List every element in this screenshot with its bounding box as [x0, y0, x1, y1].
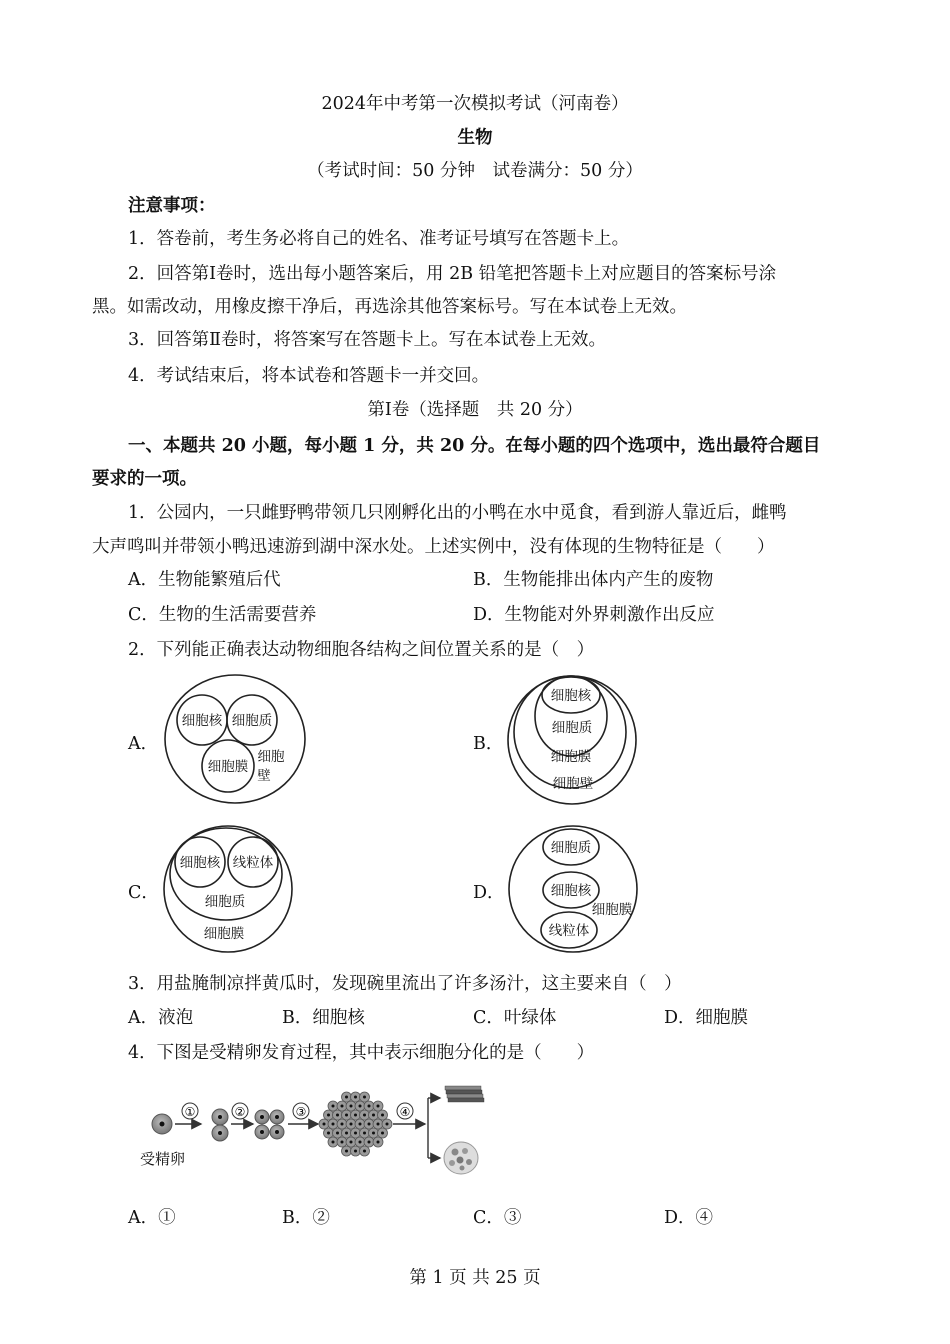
note-item: 3．回答第Ⅱ卷时，将答案写在答题卡上。写在本试卷上无效。 [128, 330, 607, 350]
zygote-cell [152, 1114, 172, 1134]
label-cytoplasm: 细胞质 [204, 894, 246, 910]
q4-development-diagram [135, 1078, 495, 1178]
label-wall-bottom: 壁 [257, 768, 271, 784]
label-membrane: 细胞膜 [207, 759, 249, 775]
label-membrane: 细胞膜 [591, 902, 633, 918]
q3-stem: 3．用盐腌制凉拌黄瓜时，发现碗里流出了许多汤汁，这主要来自（ ） [128, 974, 682, 994]
subject-title: 生物 [457, 128, 493, 148]
label-nucleus: 细胞核 [181, 713, 223, 729]
q4-option-d: D．④ [664, 1208, 714, 1228]
q3-option-c: C．叶绿体 [473, 1008, 557, 1028]
exam-time-info: （考试时间：50 分钟 试卷满分：50 分） [307, 161, 643, 181]
q1-stem-cont: 大声鸣叫并带领小鸭迅速游到湖中深水处。上述实例中，没有体现的生物特征是（ ） [92, 537, 775, 557]
blood-tissue [444, 1142, 478, 1174]
two-cell-stage [212, 1109, 228, 1141]
cell-mass [319, 1092, 392, 1156]
label-wall-top: 细胞 [257, 749, 285, 765]
section-instruction: 一、本题共 20 小题，每小题 1 分，共 20 分。在每小题的四个选项中，选出最符合题目 [128, 436, 821, 456]
zygote-label: 受精卵 [140, 1150, 186, 1168]
label-cytoplasm: 细胞质 [550, 840, 592, 856]
q3-option-a: A．液泡 [128, 1008, 194, 1028]
q2-option-d-label: D． [473, 883, 505, 903]
note-item: 1．答卷前，考生务必将自己的姓名、准考证号填写在答题卡上。 [128, 229, 630, 249]
label-nucleus: 细胞核 [550, 688, 592, 704]
label-cytoplasm: 细胞质 [231, 713, 273, 729]
q1-option-c: C．生物的生活需要营养 [128, 605, 317, 625]
q4-option-c: C．③ [473, 1208, 522, 1228]
q3-option-b: B．细胞核 [282, 1008, 365, 1028]
q2-diagram-d [505, 822, 645, 957]
note-item: 4．考试结束后，将本试卷和答题卡一并交回。 [128, 366, 490, 386]
q2-option-c-label: C． [128, 883, 159, 903]
q4-option-b: B．② [282, 1208, 330, 1228]
q2-diagram-a [160, 672, 310, 807]
label-wall: 细胞壁 [552, 776, 594, 792]
exam-title: 2024年中考第一次模拟考试（河南卷） [321, 94, 629, 114]
label-mito: 线粒体 [548, 923, 590, 939]
section-instruction-cont: 要求的一项。 [92, 469, 197, 489]
label-membrane: 细胞膜 [203, 926, 245, 942]
q2-stem: 2．下列能正确表达动物细胞各结构之间位置关系的是（ ） [128, 640, 595, 660]
q2-diagram-c [160, 822, 300, 957]
label-nucleus: 细胞核 [550, 883, 592, 899]
q1-option-d: D．生物能对外界刺激作出反应 [473, 605, 715, 625]
step-4-label: ④ [399, 1105, 411, 1119]
q2-option-b-label: B． [473, 734, 504, 754]
note-item: 2．回答第Ⅰ卷时，选出每小题答案后，用 2B 铅笔把答题卡上对应题目的答案标号涂 [128, 264, 777, 284]
q4-option-a: A．① [128, 1208, 176, 1228]
step-1-label: ① [184, 1105, 196, 1119]
q3-option-d: D．细胞膜 [664, 1008, 749, 1028]
note-item: 黑。如需改动，用橡皮擦干净后，再选涂其他答案标号。写在本试卷上无效。 [92, 297, 687, 317]
label-nucleus: 细胞核 [179, 855, 221, 871]
section-title: 第Ⅰ卷（选择题 共 20 分） [367, 400, 583, 420]
label-mito: 线粒体 [232, 855, 274, 871]
label-membrane: 细胞膜 [550, 749, 592, 765]
q2-option-a-label: A． [128, 734, 159, 754]
page-footer: 第 1 页 共 25 页 [409, 1268, 541, 1288]
step-2-label: ② [234, 1105, 246, 1119]
q1-option-a: A．生物能繁殖后代 [128, 570, 281, 590]
q1-stem: 1．公园内，一只雌野鸭带领几只刚孵化出的小鸭在水中觅食，看到游人靠近后，雌鸭 [128, 503, 787, 523]
q4-stem: 4．下图是受精卵发育过程，其中表示细胞分化的是（ ） [128, 1043, 595, 1063]
notes-heading: 注意事项： [128, 196, 216, 216]
q1-option-b: B．生物能排出体内产生的废物 [473, 570, 714, 590]
muscle-tissue [445, 1086, 484, 1102]
q2-diagram-b [505, 672, 645, 807]
step-3-label: ③ [295, 1105, 307, 1119]
four-cell-stage [255, 1110, 284, 1139]
label-cytoplasm: 细胞质 [551, 720, 593, 736]
